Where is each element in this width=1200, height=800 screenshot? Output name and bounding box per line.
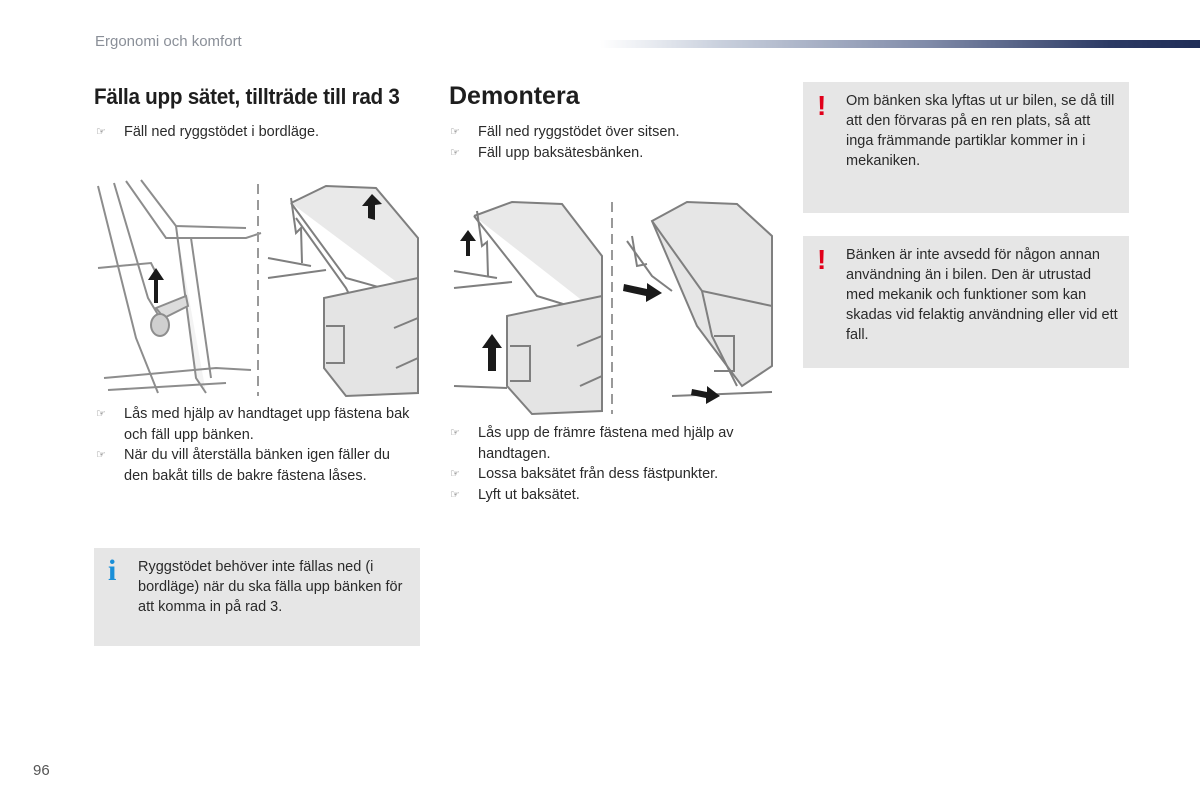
warning-icon: ! bbox=[817, 90, 827, 121]
section-header: Ergonomi och komfort bbox=[95, 33, 242, 50]
header-bar bbox=[600, 40, 1200, 48]
pointing-hand-icon: ☞ bbox=[96, 408, 106, 420]
step-text: Lyft ut baksätet. bbox=[478, 486, 580, 503]
list-item bbox=[450, 143, 770, 164]
steps-fold-up-bottom bbox=[96, 404, 416, 486]
step-text: Lossa baksätet från dess fästpunkter. bbox=[478, 466, 719, 482]
warning-box-storage bbox=[803, 82, 1129, 213]
pointing-hand-icon: ☞ bbox=[96, 126, 106, 138]
pointing-hand-icon: ☞ bbox=[450, 146, 460, 159]
warning-icon: ! bbox=[817, 244, 827, 275]
step-text: När du vill återställa bänken igen fäller du den bakåt tills de bakre fästena låses. bbox=[124, 447, 390, 484]
section-title-fold-up: Fälla upp sätet, tillträde till rad 3 bbox=[94, 84, 400, 109]
info-icon: i bbox=[108, 554, 117, 587]
info-note bbox=[94, 548, 420, 646]
step-text: Fäll ned ryggstödet i bordläge. bbox=[124, 124, 320, 140]
steps-remove-bottom bbox=[450, 423, 770, 505]
pointing-hand-icon: ☞ bbox=[450, 427, 460, 439]
pointing-hand-icon: ☞ bbox=[450, 468, 460, 480]
warning-text-storage: Om bänken ska lyftas ut ur bilen, se då till att den förvaras på en ren plats, så att inga främmande partiklar kommer in i mekaniken. bbox=[846, 93, 1115, 169]
warning-text-usage: Bänken är inte avsedd för någon annan användning än i bilen. Den är utrustad med mekanik och funktioner som kan skadas vid felaktig användning eller vid ett fall. bbox=[846, 247, 1118, 343]
list-item bbox=[96, 445, 416, 486]
pointing-hand-icon: ☞ bbox=[450, 488, 460, 501]
list-item bbox=[450, 122, 770, 143]
remove-seat-illustration bbox=[452, 196, 774, 418]
steps-remove-top bbox=[450, 122, 770, 163]
info-note-text: Ryggstödet behöver inte fällas ned (i bordläge) när du ska fälla upp bänken för att komma in på rad 3. bbox=[138, 559, 403, 615]
list-item bbox=[450, 485, 770, 506]
step-text: Fäll upp baksätesbänken. bbox=[478, 144, 644, 161]
step-text: Lås med hjälp av handtaget upp fästena bak och fäll upp bänken. bbox=[124, 406, 410, 443]
section-title-remove: Demontera bbox=[449, 82, 580, 110]
steps-fold-up-top bbox=[96, 122, 416, 143]
warning-box-usage bbox=[803, 236, 1129, 368]
list-item bbox=[96, 404, 416, 445]
list-item bbox=[450, 464, 770, 485]
step-text: Fäll ned ryggstödet över sitsen. bbox=[478, 124, 680, 140]
list-item bbox=[96, 122, 416, 143]
step-text: Lås upp de främre fästena med hjälp av handtagen. bbox=[478, 425, 734, 462]
pointing-hand-icon: ☞ bbox=[96, 449, 106, 461]
page-number: 96 bbox=[33, 762, 50, 779]
fold-up-seat-illustration bbox=[96, 178, 421, 400]
pointing-hand-icon: ☞ bbox=[450, 126, 460, 138]
list-item bbox=[450, 423, 770, 464]
